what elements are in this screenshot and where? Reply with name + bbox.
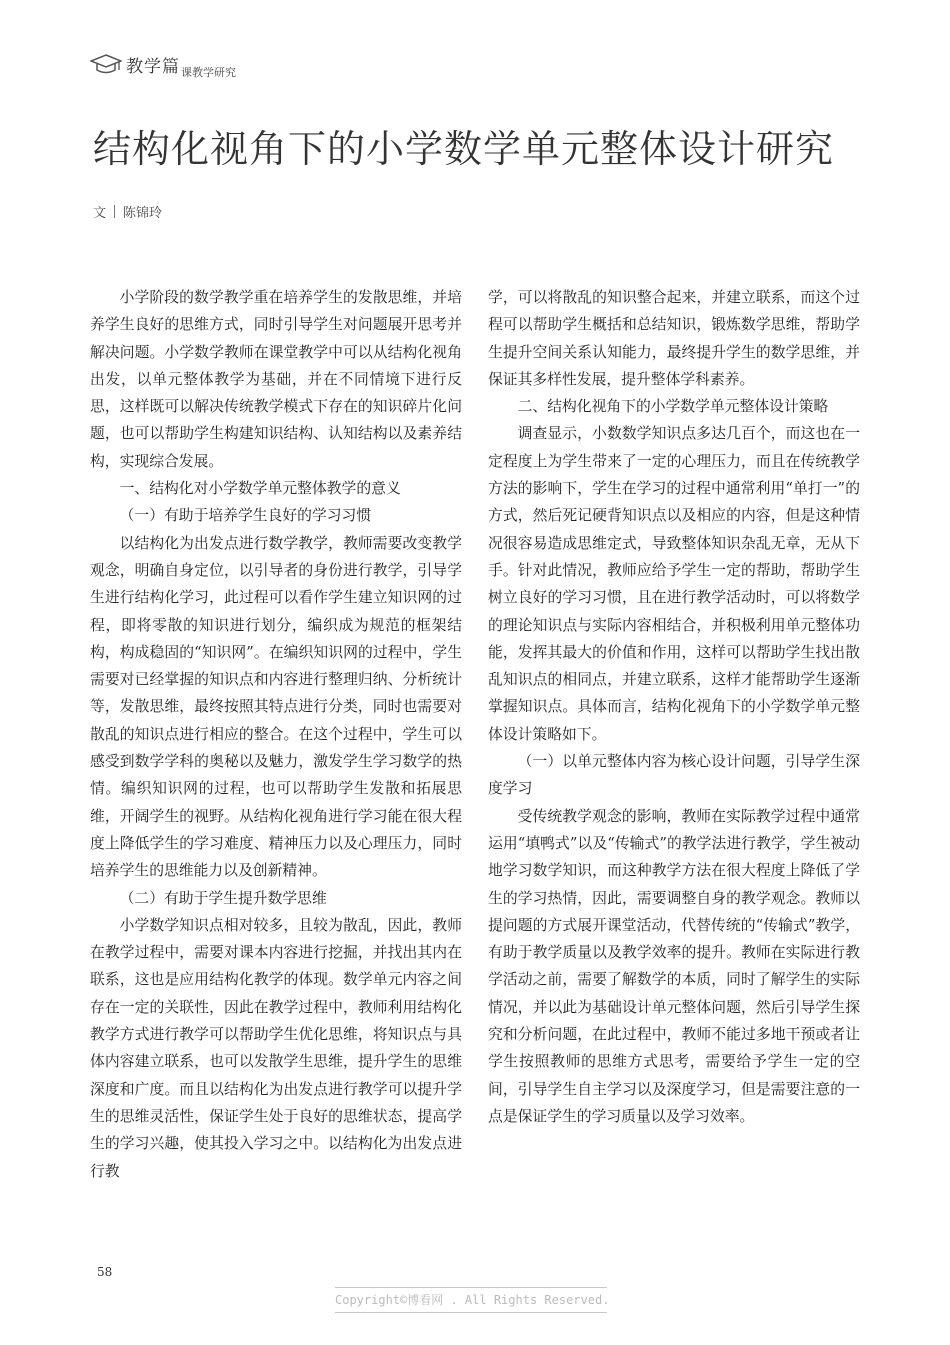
paragraph: 以结构化为出发点进行数学教学，教师需要改变教学观念，明确自身定位，以引导者的身份进行教学，引导学生进行结构化学习，此过程可以看作学生建立知识网的过程，即将零散的知识进行划分，编织成为规范的框架结构，构成稳固的“知识网”。在编织知识网的过程中，学生需要对已经掌握的知识点和内容进行整理归纳、分析统计等，发散思维，最终按照其特点进行分类，同时也需要对散乱的知识点进行相应的整合。在这个过程中，学生可以感受到数学学科的奥秘以及魅力，激发学生学习数学的热情。编织知识网的过程，也可以帮助学生发散和拓展思维，开阔学生的视野。从结构化视角进行学习能在很大程度上降低学生的学习难度、精神压力以及心理压力，同时培养学生的思维能力以及创新精神。 [90, 534, 462, 880]
section-heading: 一、结构化对小学数学单元整体教学的意义 [119, 480, 401, 498]
paragraph-continuation: 学，可以将散乱的知识整合起来，并建立联系，而这个过程可以帮助学生概括和总结知识，锻炼数学思维，帮助学生提升空间关系认知能力，最终提升学生的数学思维，并保证其多样性发展，提升整体学科素养。 [488, 289, 860, 388]
copyright-watermark: Copyright©博看网 . All Rights Reserved. [335, 1287, 607, 1313]
author-name: 陈锦玲 [123, 206, 163, 221]
section-heading: 二、结构化视角下的小学数学单元整体设计策略 [517, 398, 829, 416]
paragraph: 小学数学知识点相对较多，且较为散乱，因此，教师在教学过程中，需要对课本内容进行挖掘，并找出其内在联系，这也是应用结构化教学的体现。数学单元内容之间存在一定的关联性，因此在教学过程中，教师利用结构化教学方式进行教学可以帮助学生优化思维，将知识点与具体内容建立联系，也可以发散学生思维，提升学生的思维深度和广度。而且以结构化为出发点进行教学可以提升学生的思维灵活性，保证学生处于良好的思维状态，提高学生的学习兴趣，使其投入学习之中。以结构化为出发点进行教 [90, 916, 462, 1180]
graduation-cap-icon [90, 54, 122, 76]
right-column [488, 284, 860, 1130]
byline [93, 202, 162, 221]
paragraph: 受传统教学观念的影响，教师在实际教学过程中通常运用“填鸭式”以及“传输式”的教学法进行教学，学生被动地学习数学知识，而这种教学方法在很大程度上降低了学生的学习热情，因此，需要调整自身的教学观念。教师以提问题的方式展开课堂活动，代替传统的“传输式”教学，有助于教学质量以及教学效率的提升。教师在实际进行教学活动之前，需要了解数学的本质，同时了解学生的实际情况，并以此为基础设计单元整体问题，然后引导学生探究和分析问题，在此过程中，教师不能过多地干预或者让学生按照教师的思维方式思考，需要给予学生一定的空间，引导学生自主学习以及深度学习，但是需要注意的一点是保证学生的学习质量以及学习效率。 [488, 807, 860, 1125]
paragraph: 调查显示，小数数学知识点多达几百个，而这也在一定程度上为学生带来了一定的心理压力，而且在传统教学方法的影响下，学生在学习的过程中通常利用“单打一”的方式，然后死记硬背知识点以及相应的内容，但是这种情况很容易造成思维定式，导致整体知识杂乱无章，无从下手。针对此情况，教师应给予学生一定的帮助，帮助学生树立良好的学习习惯，且在进行教学活动时，可以将数学的理论知识点与实际内容相结合，并积极利用单元整体功能，发挥其最大的价值和作用，这样可以帮助学生找出散乱知识点的相同点，并建立联系，这样才能帮助学生逐渐掌握知识点。具体而言，结构化视角下的小学数学单元整体设计策略如下。 [488, 425, 860, 743]
byline-label: 文 [93, 206, 107, 221]
subsection-heading: （一）有助于培养学生良好的学习习惯 [119, 507, 372, 525]
subsection-heading: （二）有助于学生提升数学思维 [119, 889, 327, 907]
article-title: 结构化视角下的小学数学单元整体设计研究 [93, 127, 835, 171]
left-column [90, 284, 462, 1185]
paragraph: 小学阶段的数学教学重在培养学生的发散思维，并培养学生良好的思维方式，同时引导学生对问题展开思考并解决问题。小学数学教师在课堂教学中可以从结构化视角出发，以单元整体教学为基础，并在不同情境下进行反思，这样既可以解决传统教学模式下存在的知识碎片化问题，也可以帮助学生构建知识结构、认知结构以及素养结构，实现综合发展。 [90, 289, 462, 470]
page-number: 58 [97, 1265, 113, 1279]
subsection-name: 课教学研究 [181, 66, 236, 79]
byline-divider [114, 205, 115, 218]
subsection-heading: （一）以单元整体内容为核心设计问题，引导学生深度学习 [488, 753, 860, 798]
section-name: 教学篇 [126, 57, 180, 77]
